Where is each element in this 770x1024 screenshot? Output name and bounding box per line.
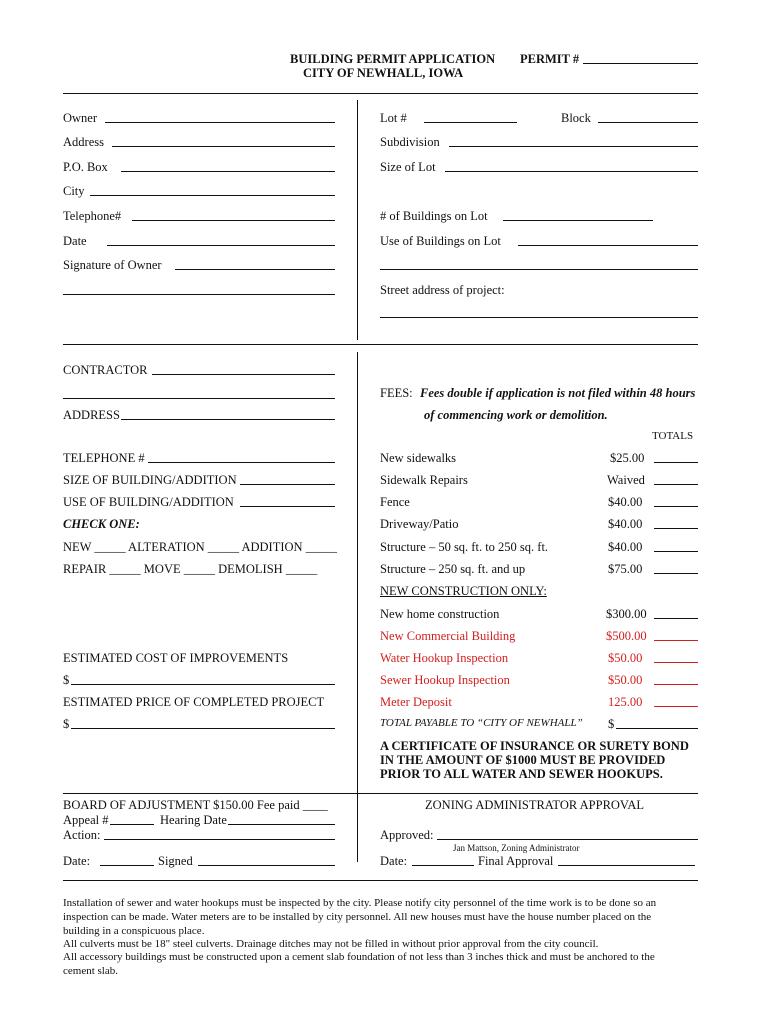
new-construction-header: NEW CONSTRUCTION ONLY: [380, 584, 547, 598]
nc-item-amount: $500.00 [606, 629, 647, 643]
fee-total-field[interactable] [654, 540, 698, 552]
nc-item-amount: 125.00 [608, 695, 643, 709]
fee-item-amount: $40.00 [608, 517, 643, 531]
column-divider [357, 100, 358, 340]
lot-field[interactable] [424, 111, 517, 123]
contractor-address-field[interactable] [121, 408, 335, 420]
fee-item-name: Structure – 50 sq. ft. to 250 sq. ft. [380, 540, 549, 554]
fee-total-field[interactable] [654, 473, 698, 485]
po-box-field[interactable] [121, 160, 335, 172]
nc-item-name: Sewer Hookup Inspection [380, 673, 510, 687]
total-payable-dollar: $ [608, 717, 615, 731]
total-payable-label: TOTAL PAYABLE TO “CITY OF NEWHALL” [380, 717, 583, 729]
fee-total-field[interactable] [654, 673, 698, 685]
fee-item-name: Driveway/Patio [380, 517, 459, 531]
street-address-field[interactable] [380, 306, 698, 318]
address-field[interactable] [112, 135, 335, 147]
contractor-field-2[interactable] [63, 387, 335, 399]
contractor-telephone-label: TELEPHONE # [63, 451, 145, 465]
fee-total-field[interactable] [654, 517, 698, 529]
board-date-label: Date: [63, 854, 91, 868]
est-cost-field[interactable] [71, 673, 335, 685]
permit-label: PERMIT # [520, 52, 580, 66]
hearing-date-field[interactable] [228, 813, 335, 825]
num-buildings-field[interactable] [503, 209, 653, 221]
board-fee-line: BOARD OF ADJUSTMENT $150.00 Fee paid ____ [63, 798, 328, 812]
insurance-notice-line1: A CERTIFICATE OF INSURANCE OR SURETY BOND [380, 739, 689, 753]
address-label: Address [63, 135, 104, 149]
approved-label: Approved: [380, 828, 434, 842]
est-cost-label: ESTIMATED COST OF IMPROVEMENTS [63, 651, 289, 665]
use-of-buildings-field-2[interactable] [380, 258, 698, 270]
divider [63, 344, 698, 345]
zoning-admin-name: Jan Mattson, Zoning Administrator [453, 843, 580, 853]
fee-item-amount: $25.00 [610, 451, 645, 465]
nc-item-name: New Commercial Building [380, 629, 516, 643]
contractor-field[interactable] [152, 363, 335, 375]
fee-item-amount: $75.00 [608, 562, 643, 576]
block-label: Block [561, 111, 591, 125]
date-field[interactable] [107, 234, 335, 246]
nc-item-amount: $50.00 [608, 673, 643, 687]
fee-item-name: Structure – 250 sq. ft. and up [380, 562, 526, 576]
subdivision-label: Subdivision [380, 135, 440, 149]
street-address-label: Street address of project: [380, 283, 505, 297]
size-of-building-field[interactable] [240, 473, 335, 485]
divider [63, 793, 698, 794]
appeal-label: Appeal # [63, 813, 109, 827]
nc-item-amount: $300.00 [606, 607, 647, 621]
owner-field[interactable] [105, 111, 335, 123]
fee-total-field[interactable] [654, 629, 698, 641]
signature-field[interactable] [175, 258, 335, 270]
est-price-label: ESTIMATED PRICE OF COMPLETED PROJECT [63, 695, 325, 709]
board-date-field[interactable] [100, 854, 154, 866]
notes-paragraph-2: All culverts must be 18" steel culverts. Drainage ditches may not be filled in without prior approval from the city council. [63, 938, 599, 950]
action-label: Action: [63, 828, 101, 842]
total-payable-field[interactable] [616, 717, 698, 729]
telephone-field[interactable] [132, 209, 335, 221]
notes-paragraph-3: All accessory buildings must be constructed upon a cement slab foundation of not less than 3 inches thick and must be anchored to the cement slab. [63, 951, 655, 977]
size-of-building-label: SIZE OF BUILDING/ADDITION [63, 473, 237, 487]
nc-item-name: Water Hookup Inspection [380, 651, 509, 665]
new-alteration-addition-checks[interactable]: NEW _____ ALTERATION _____ ADDITION _____ [63, 540, 337, 554]
fee-total-field[interactable] [654, 451, 698, 463]
fee-item-name: Fence [380, 495, 410, 509]
appeal-field[interactable] [110, 813, 154, 825]
subdivision-field[interactable] [449, 135, 698, 147]
zoning-title: ZONING ADMINISTRATOR APPROVAL [425, 798, 645, 812]
form-title: BUILDING PERMIT APPLICATION [290, 52, 496, 66]
fee-item-amount: Waived [607, 473, 645, 487]
use-of-buildings-label: Use of Buildings on Lot [380, 234, 501, 248]
owner-label: Owner [63, 111, 98, 125]
hearing-date-label: Hearing Date [160, 813, 227, 827]
fee-item-name: New sidewalks [380, 451, 457, 465]
zoning-date-label: Date: [380, 854, 408, 868]
totals-header: TOTALS [652, 430, 694, 442]
est-cost-dollar: $ [63, 673, 70, 687]
fee-total-field[interactable] [654, 695, 698, 707]
zoning-date-field[interactable] [412, 854, 474, 866]
fee-item-amount: $40.00 [608, 495, 643, 509]
final-approval-field[interactable] [558, 854, 695, 866]
city-label: City [63, 184, 85, 198]
nc-item-name: Meter Deposit [380, 695, 452, 709]
lot-label: Lot # [380, 111, 407, 125]
signed-field[interactable] [198, 854, 335, 866]
permit-number-field[interactable] [583, 52, 698, 64]
est-price-field[interactable] [71, 717, 335, 729]
signature-label: Signature of Owner [63, 258, 162, 272]
form-city: CITY OF NEWHALL, IOWA [303, 66, 464, 80]
insurance-notice-line3: PRIOR TO ALL WATER AND SEWER HOOKUPS. [380, 767, 663, 781]
repair-move-demolish-checks[interactable]: REPAIR _____ MOVE _____ DEMOLISH _____ [63, 562, 318, 576]
fee-total-field[interactable] [654, 607, 698, 619]
fees-label: FEES: [380, 386, 413, 400]
action-field[interactable] [104, 828, 335, 840]
num-buildings-label: # of Buildings on Lot [380, 209, 488, 223]
fee-item-name: Sidewalk Repairs [380, 473, 468, 487]
signed-label: Signed [158, 854, 193, 868]
city-field[interactable] [90, 184, 335, 196]
size-of-lot-label: Size of Lot [380, 160, 436, 174]
fee-item-amount: $40.00 [608, 540, 643, 554]
size-of-lot-field[interactable] [445, 160, 698, 172]
contractor-telephone-field[interactable] [148, 451, 335, 463]
notes-paragraph-1: Installation of sewer and water hookups must be inspected by the city. Please notify city personnel of the time work is to be done so an inspection can be made. Water meters are to be installed by city personnel. All new houses must have the house number placed on the building in a conspicuous place. [63, 897, 657, 937]
fee-total-field[interactable] [654, 562, 698, 574]
telephone-label: Telephone# [63, 209, 122, 223]
use-of-buildings-field[interactable] [518, 234, 698, 246]
po-box-label: P.O. Box [63, 160, 108, 174]
approved-field[interactable] [437, 828, 698, 840]
signature-field-2[interactable] [63, 283, 335, 295]
divider [63, 93, 698, 94]
insurance-notice-line2: IN THE AMOUNT OF $1000 MUST BE PROVIDED [380, 753, 666, 767]
fee-total-field[interactable] [654, 495, 698, 507]
contractor-label: CONTRACTOR [63, 363, 148, 377]
use-of-building-label: USE OF BUILDING/ADDITION [63, 495, 234, 509]
fees-note-line2: of commencing work or demolition. [424, 408, 608, 422]
final-approval-label: Final Approval [478, 854, 554, 868]
use-of-building-field[interactable] [240, 495, 335, 507]
fees-note-line1: Fees double if application is not filed within 48 hours [420, 386, 696, 400]
fee-total-field[interactable] [654, 651, 698, 663]
check-one-label: CHECK ONE: [63, 517, 140, 531]
block-field[interactable] [598, 111, 698, 123]
divider [63, 880, 698, 881]
column-divider [357, 352, 358, 862]
est-price-dollar: $ [63, 717, 70, 731]
nc-item-name: New home construction [380, 607, 500, 621]
date-label: Date [63, 234, 87, 248]
nc-item-amount: $50.00 [608, 651, 643, 665]
contractor-address-label: ADDRESS [63, 408, 120, 422]
